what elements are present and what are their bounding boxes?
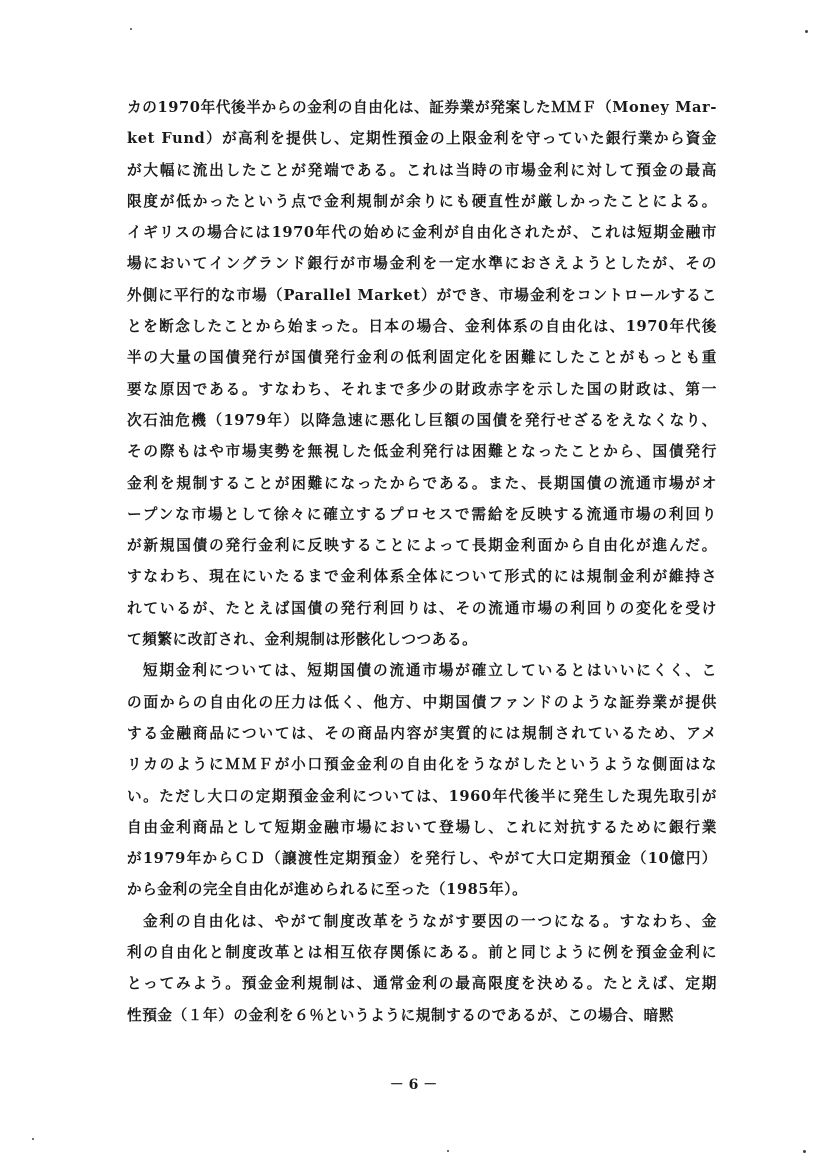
text-line: 利の自由化と制度改革とは相互依存関係にある。前と同じように例を預金金利に <box>127 944 717 962</box>
scan-speck <box>447 1150 449 1152</box>
page-number: － 6 － <box>389 1077 438 1093</box>
scan-speck <box>130 28 132 30</box>
text-line: れているが、たとえば国債の発行利回りは、その流通市場の利回りの変化を受け <box>127 599 717 617</box>
text-line: イギリスの場合には1970年代の始めに金利が自由化されたが、これは短期金融市 <box>127 224 717 242</box>
text-line: 次石油危機（1979年）以降急速に悪化し巨額の国債を発行せざるをえなくなり、 <box>127 411 717 429</box>
text-line: すなわち、現在にいたるまで金利体系全体について形式的には規制金利が維持さ <box>127 568 717 586</box>
scan-speck <box>32 1138 34 1140</box>
text-line: が1979年からＣＤ（譲渡性定期預金）を発行し、やがて大口定期預金（10億円） <box>127 850 717 868</box>
text-line: とを断念したことから始まった。日本の場合、金利体系の自由化は、1970年代後 <box>127 318 717 336</box>
text-line: 短期金利については、短期国債の流通市場が確立しているとはいいにくく、こ <box>143 662 717 680</box>
text-line: 限度が低かったという点で金利規制が余りにも硬直性が厳しかったことによる。 <box>127 192 717 210</box>
text-line: 性預金（１年）の金利を６％というように規制するのであるが、この場合、暗黙 <box>127 1006 674 1024</box>
paragraph <box>127 655 717 905</box>
text-line: が大幅に流出したことが発端である。これは当時の市場金利に対して預金の最高 <box>127 161 717 179</box>
text-line: い。ただし大口の定期預金金利については、1960年代後半に発生した現先取引が <box>127 787 717 805</box>
text-line: 自由金利商品として短期金融市場において登場し、これに対抗するために銀行業 <box>127 818 717 836</box>
text-line: 要な原因である。すなわち、それまで多少の財政赤字を示した国の財政は、第一 <box>127 380 717 398</box>
text-line: て頻繁に改訂され、金利規制は形骸化しつつある。 <box>127 631 478 649</box>
text-line: から金利の完全自由化が進められるに至った（1985年）。 <box>127 881 528 899</box>
paragraph <box>127 906 717 1031</box>
scan-speck <box>803 1150 806 1153</box>
text-line: 金利の自由化は、やがて制度改革をうながす要因の一つになる。すなわち、金 <box>143 912 717 930</box>
text-line: する金融商品については、その商品内容が実質的には規制されているため、アメ <box>127 724 717 742</box>
body-text <box>127 92 717 1031</box>
paragraph <box>127 92 717 655</box>
text-line: 半の大量の国債発行が国債発行金利の低利固定化を困難にしたことがもっとも重 <box>127 349 717 367</box>
text-line: の面からの自由化の圧力は低く、他方、中期国債ファンドのような証券業が提供 <box>127 693 717 711</box>
text-line: リカのようにＭＭＦが小口預金金利の自由化をうながしたというような側面はな <box>127 756 717 774</box>
text-line: 金利を規制することが困難になったからである。また、長期国債の流通市場がオ <box>127 474 717 492</box>
text-line: 外側に平行的な市場（Parallel Market）ができ、市場金利をコントロールするこ <box>127 286 717 304</box>
text-line: とってみよう。預金金利規制は、通常金利の最高限度を決める。たとえば、定期 <box>127 975 717 993</box>
text-line: が新規国債の発行金利に反映することによって長期金利面から自由化が進んだ。 <box>127 537 717 555</box>
scan-speck <box>805 30 808 33</box>
text-line: 場においてイングランド銀行が市場金利を一定水準におさえようとしたが、その <box>127 255 717 273</box>
text-line: ket Fund）が高利を提供し、定期性預金の上限金利を守っていた銀行業から資金 <box>127 130 717 148</box>
text-line: カの1970年代後半からの金利の自由化は、証券業が発案したＭＭＦ（Money Mar- <box>127 99 717 116</box>
text-line: その際もはや市場実勢を無視した低金利発行は困難となったことから、国債発行 <box>127 443 717 461</box>
text-line: ープンな市場として徐々に確立するプロセスで需給を反映する流通市場の利回り <box>127 505 717 523</box>
